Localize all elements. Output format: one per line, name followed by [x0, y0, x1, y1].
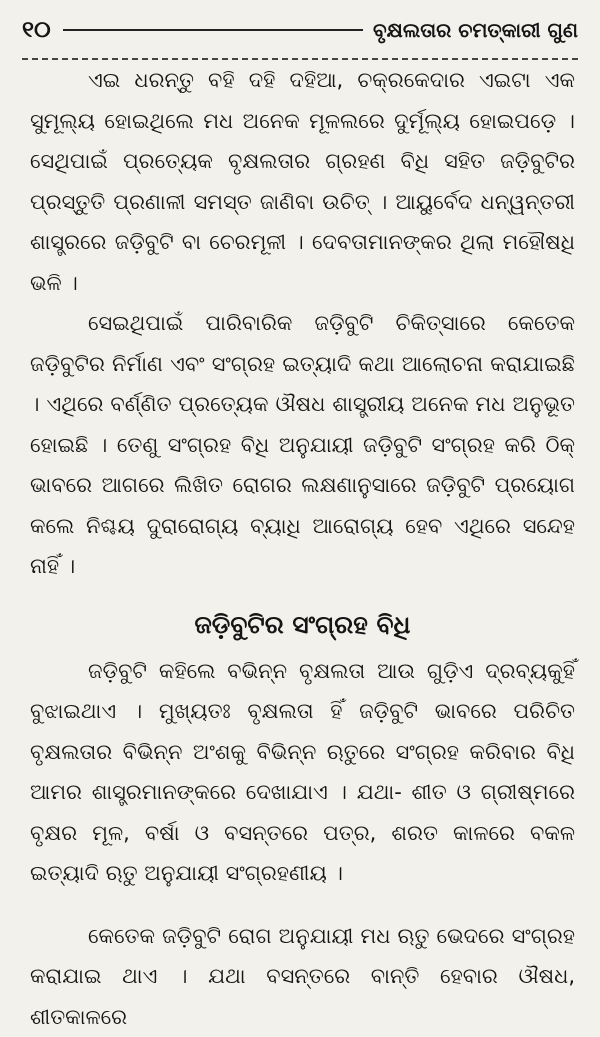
- paragraph: ଜଡ଼ିବୁଟି କହିଲେ ବଭିନ୍ନ ବୃକ୍ଷଲତା ଆଉ ଗୁଡ଼ିଏ ଦ୍ରବ୍ୟକୁହିଁ ବୁଝାଇଥାଏ । ମୁଖ୍ୟତଃ ବୃକ୍ଷଲତା ହିଁ ଜଡ଼ିବୁଟି ଭାବରେ ପରିଚିତ ବୃକ୍ଷଲତାର ବିଭିନ୍ନ ଅଂଶକୁ ବିଭିନ୍ନ ଋତୁରେ ସଂଗ୍ରହ କରିବାର ବିଧି ଆମର ଶାସ୍ତ୍ରମାନଙ୍କରେ ଦେଖାଯାଏ । ଯଥା- ଶୀତ ଓ ଗ୍ରୀଷ୍ମରେ ବୃକ୍ଷର ମୂଳ, ବର୍ଷା ଓ ବସନ୍ତରେ ପତ୍ର, ଶରତ କାଳରେ ବକଳ ଇତ୍ୟାଦି ଋତୁ ଅନୁଯାୟୀ ସଂଗ୍ରହଣୀୟ ।: [30, 651, 575, 894]
- page-header: [22, 10, 578, 50]
- body-text: [30, 60, 575, 1037]
- section-heading: ଜଡ଼ିବୁଟିର ସଂଗ୍ରହ ବିଧି: [30, 605, 575, 645]
- page-number: ୧୦: [22, 17, 51, 43]
- header-rule: [63, 29, 363, 31]
- paragraph: ଏଇ ଧରନ୍ତୁ ବହି ଦହି ଦହିଆ, ଚକ୍ରକେଦାର ଏଇଟା ଏକ ସୁମୂଲ୍ୟ ହୋଇଥିଲେ ମଧ ଅନେକ ମୂଳଲରେ ଦୁର୍ମୂଲ୍ୟ ହୋଇପଡ଼େ । ସେଥିପାଇଁ ପ୍ରତ୍ୟେକ ବୃକ୍ଷଲତାର ଗ୍ରହଣ ବିଧି ସହିତ ଜଡ଼ିବୁଟିର ପ୍ରସ୍ତୁତି ପ୍ରଣାଳୀ ସମସ୍ତ ଜାଣିବା ଉଚିତ୍ । ଆୟୁର୍ବେଦ ଧନ୍ୱନ୍ତରୀ ଶାସ୍ତ୍ରରେ ଜଡ଼ିବୁଟି ବା ଚେରମୂଳୀ । ଦେବତାମାନଙ୍କର ଥିଲା ମହୌଷଧି ଭଳି ।: [30, 60, 575, 303]
- paragraph: ସେଇଥିପାଇଁ ପାରିବାରିକ ଜଡ଼ିବୁଟି ଚିକିତ୍ସାରେ କେତେକ ଜଡ଼ିବୁଟିର ନିର୍ମାଣ ଏବଂ ସଂଗ୍ରହ ଇତ୍ୟାଦି କଥା ଆଲୋଚନା କରାଯାଇଛି । ଏଥିରେ ବର୍ଣ୍ଣିତ ପ୍ରତ୍ୟେକ ଔଷଧ ଶାସ୍ତ୍ରୀୟ ଅନେକ ମଧ ଅନୁଭୂତ ହୋଇଛି । ତେଣୁ ସଂଗ୍ରହ ବିଧି ଅନୁଯାୟୀ ଜଡ଼ିବୁଟି ସଂଗ୍ରହ କରି ଠିକ୍ ଭାବରେ ଆଗରେ ଲିଖିତ ରୋଗର ଲକ୍ଷଣାନୁସାରେ ଜଡ଼ିବୁଟି ପ୍ରୟୋଗ କଲେ ନିଶ୍ଚୟ ଦୁରାରୋଗ୍ୟ ବ୍ୟାଧି ଆରୋଗ୍ୟ ହେବ ଏଥିରେ ସନ୍ଦେହ ନାହିଁ ।: [30, 303, 575, 587]
- paragraph: କେତେକ ଜଡ଼ିବୁଟି ରୋଗ ଅନୁଯାୟୀ ମଧ ଋତୁ ଭେଦରେ ସଂଗ୍ରହ କରାଯାଇ ଥାଏ । ଯଥା ବସନ୍ତରେ ବାନ୍ତି ହେବାର ଔଷଧ, ଶୀତକାଳରେ: [30, 916, 575, 1037]
- paragraph-gap: [30, 894, 575, 916]
- running-title: ବୃକ୍ଷଲତାର ଚମତ୍କାରୀ ଗୁଣ: [373, 18, 578, 42]
